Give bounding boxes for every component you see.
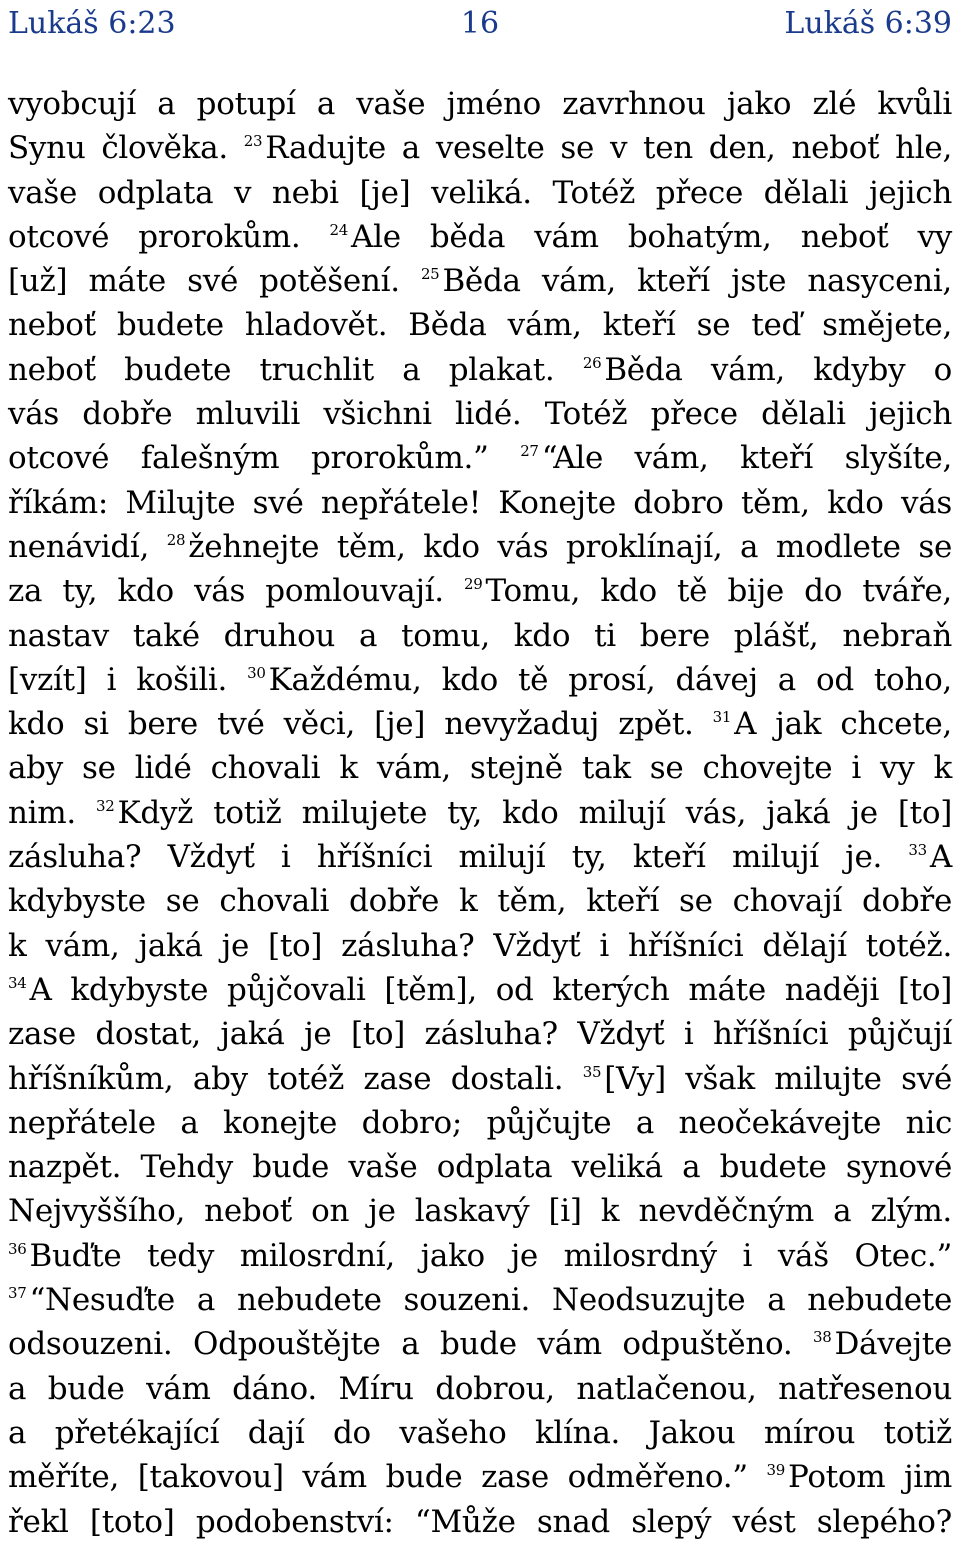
verse-number: 29 [464,575,483,594]
text-line [8,1278,952,1322]
text-line [8,658,952,702]
verse-text: žehnejte těm, kdo vás proklínají, a modlete se [188,528,952,565]
text-line [8,1455,952,1499]
verse-text: “Nesuďte a nebudete souzeni. Neodsuzujte a nebudete [29,1282,952,1319]
text-line [8,1500,952,1544]
page-header [8,4,952,44]
verse-text: neboť budete truchlit a plakat. [8,351,583,388]
verse-text: A [929,839,952,876]
text-line [8,1411,952,1455]
verse-text: odsouzeni. Odpouštějte a bude vám odpuštěno. [8,1326,813,1363]
verse-text: nenávidí, [8,528,167,565]
verse-number: 32 [96,796,115,815]
verse-text: za ty, kdo vás pomlouvají. [8,573,465,610]
verse-number: 37 [8,1284,27,1303]
verse-text: “Ale vám, kteří slyšíte, [541,440,952,477]
page-number: 16 [460,6,500,41]
verse-text: Buďte tedy milosrdní, jako je milosrdný i váš Otec.” [29,1237,952,1274]
verse-text: hříšníkům, aby totéž zase dostali. [8,1060,583,1097]
verse-text: k vám, jaká je [to] zásluha? Vždyť i hříšníci dělají totéž. [8,927,952,964]
text-line [8,171,952,215]
verse-number: 35 [582,1062,602,1081]
header-right-reference: Lukáš 6:39 [784,6,952,41]
verse-text: vaše odplata v nebi [je] veliká. Totéž přece dělali jejich [8,174,952,211]
verse-text: [Vy] však milujte své [604,1060,952,1097]
text-line [8,569,952,613]
verse-text: Nejvyššího, neboť on je laskavý [i] k nevděčným a zlým. [8,1193,952,1230]
verse-text: vás dobře mluvili všichni lidé. Totéž přece dělali jejich [8,396,952,433]
verse-text: kdybyste se chovali dobře k těm, kteří se chovají dobře [8,883,952,920]
verse-number: 28 [166,530,186,549]
text-line [8,481,952,525]
verse-text: a bude vám dáno. Míru dobrou, natlačenou, natřesenou [8,1370,952,1407]
verse-text: nazpět. Tehdy bude vaše odplata veliká a budete synové [8,1149,952,1186]
text-line [8,1012,952,1056]
verse-number: 39 [766,1461,786,1480]
verse-text: Každému, kdo tě prosí, dávej a od toho, [268,661,952,698]
verse-text: aby se lidé chovali k vám, stejně tak se chovejte i vy k [8,750,952,787]
verse-text: Dávejte [834,1326,952,1363]
verse-text: Běda vám, kdyby o [604,351,953,388]
verse-text: Radujte a veselte se v ten den, neboť hle, [265,130,952,167]
verse-text: Synu člověka. [8,130,244,167]
verse-number: 25 [420,265,440,284]
text-line [8,879,952,923]
verse-text: A kdybyste půjčovali [těm], od kterých máte naději [to] [29,971,952,1008]
verse-text: a přetékající dají do vašeho klína. Jakou mírou totiž [8,1414,952,1451]
verse-text: nim. [8,794,97,831]
text-line [8,82,952,126]
text-line [8,1101,952,1145]
verse-text: zase dostat, jaká je [to] zásluha? Vždyť i hříšníci půjčují [8,1016,952,1053]
text-line [8,791,952,835]
text-line [8,1367,952,1411]
verse-text: zásluha? Vždyť i hříšníci milují ty, kteří milují je. [8,839,909,876]
verse-number: 31 [712,708,732,727]
verse-text: Běda vám, kteří jste nasyceni, [442,263,952,300]
verse-text: [vzít] i košili. [8,661,248,698]
verse-text: neboť budete hladovět. Běda vám, kteří se teď smějete, [8,307,952,344]
verse-number: 33 [908,841,927,860]
verse-number: 38 [812,1328,832,1347]
text-line [8,126,952,170]
verse-text: vyobcují a potupí a vaše jméno zavrhnou jako zlé kvůli [8,86,952,122]
verse-number: 27 [520,442,539,461]
text-line [8,348,952,392]
text-line [8,924,952,968]
verse-number: 23 [243,132,263,151]
verse-text: Potom jim [788,1459,953,1496]
text-line [8,835,952,879]
text-line [8,259,952,303]
text-line [8,702,952,746]
verse-text: kdo si bere tvé věci, [je] nevyžaduj zpět. [8,706,713,743]
verse-text: otcové prorokům. [8,218,330,255]
verse-text: měříte, [takovou] vám bude zase odměřeno.” [8,1459,767,1496]
text-line [8,1234,952,1278]
verse-text: Ale běda vám bohatým, neboť vy [351,218,952,255]
text-line [8,1145,952,1189]
text-line [8,303,952,347]
scripture-text [8,82,952,1544]
header-left-reference: Lukáš 6:23 [8,6,176,41]
verse-text: A jak chcete, [734,706,952,743]
text-line [8,436,952,480]
verse-number: 30 [247,663,266,682]
text-line [8,746,952,790]
text-line [8,1322,952,1366]
text-line [8,215,952,259]
text-line [8,392,952,436]
verse-number: 26 [582,353,602,372]
text-line [8,614,952,658]
verse-text: [už] máte své potěšení. [8,263,421,300]
verse-number: 24 [329,220,348,239]
verse-text: otcové falešným prorokům.” [8,440,521,477]
verse-text: nastav také druhou a tomu, kdo ti bere plášť, nebraň [8,617,952,654]
verse-text: Když totiž milujete ty, kdo milují vás, jaká je [to] [117,794,952,831]
text-line [8,968,952,1012]
verse-number: 36 [8,1239,27,1258]
verse-text: Tomu, kdo tě bije do tváře, [485,573,952,610]
verse-number: 34 [8,973,27,992]
verse-text: nepřátele a konejte dobro; půjčujte a neočekávejte nic [8,1104,952,1141]
text-line [8,1057,952,1101]
text-line [8,525,952,569]
verse-text: říkám: Milujte své nepřátele! Konejte dobro těm, kdo vás [8,484,952,521]
text-line [8,1189,952,1233]
verse-text: řekl [toto] podobenství: “Může snad slepý vést slepého? [8,1503,952,1540]
